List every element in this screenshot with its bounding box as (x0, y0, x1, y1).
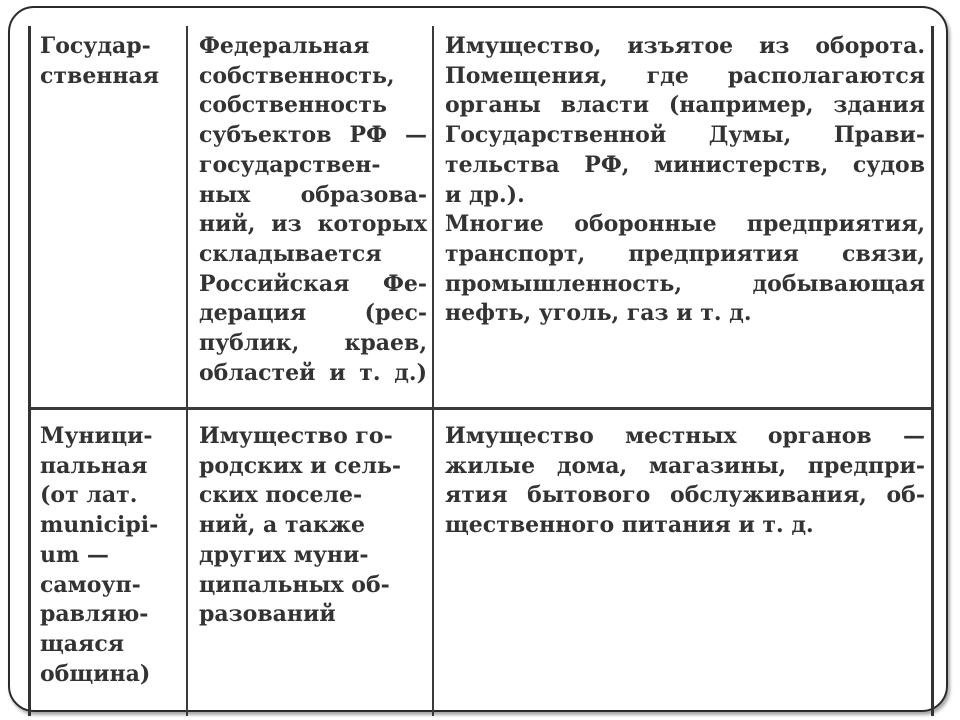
text-line: родских и сель- (199, 452, 402, 479)
text-line: щаяся (40, 630, 124, 657)
row1-objects (445, 32, 925, 329)
text-line: um — (40, 541, 109, 568)
text-line: равляю- (40, 601, 149, 628)
text-line: ских поселе- (199, 482, 363, 509)
row1-property-type (40, 32, 180, 91)
text-line: транспорт, предприятия связи, (445, 240, 925, 267)
text-line: дерация (рес- (199, 300, 427, 327)
text-line: ственная (40, 62, 160, 89)
text-line: публик, краев, (199, 330, 427, 357)
text-line: областей и т. д.) (199, 359, 427, 386)
column-divider-1 (186, 26, 188, 716)
text-line: собственность (199, 92, 387, 119)
text-line: (от лат. (40, 482, 138, 509)
text-line: тельства РФ, министерств, судов (445, 151, 925, 178)
text-line: община) (40, 660, 151, 687)
text-line: и др.). (445, 181, 525, 208)
text-line: щественного питания и т. д. (445, 512, 814, 539)
text-line: промышленность, добывающая (445, 270, 925, 297)
text-line: ний, из которых (199, 211, 427, 238)
text-line: ятия бытового обслуживания, об- (445, 482, 925, 509)
text-line: municipi- (40, 512, 159, 539)
text-line: самоуп- (40, 571, 141, 598)
text-line: других муни- (199, 541, 369, 568)
text-line: жилые дома, магазины, предпри- (445, 452, 925, 479)
column-divider-2 (432, 26, 434, 716)
text-line: Многие оборонные предприятия, (445, 211, 925, 238)
text-line: Имущество местных органов — (445, 423, 925, 449)
row2-property-type (40, 422, 180, 689)
text-line: ных образова- (199, 181, 427, 208)
row1-owners (199, 32, 427, 388)
text-line: разований (199, 601, 336, 628)
row2-owners (199, 422, 427, 630)
text-line: Муници- (40, 423, 153, 449)
text-line: Государственной Думы, Прави- (445, 122, 925, 149)
text-line: складывается (199, 240, 382, 267)
text-line: ципальных об- (199, 571, 390, 598)
text-line: Государ- (40, 33, 151, 59)
text-line: Российская Фе- (199, 270, 427, 297)
text-line: Имущество, изъятое из оборота. (445, 33, 925, 59)
property-table (28, 26, 934, 716)
text-line: нефть, уголь, газ и т. д. (445, 300, 752, 327)
row2-objects (445, 422, 925, 541)
text-line: пальная (40, 452, 148, 479)
text-line: государствен- (199, 151, 381, 178)
row-divider (31, 407, 931, 410)
text-line: Имущество го- (199, 423, 393, 449)
text-line: органы власти (например, здания (445, 92, 925, 119)
text-line: собственность, (199, 62, 395, 89)
text-line: субъектов РФ — (199, 122, 427, 149)
text-line: ний, а также (199, 512, 365, 539)
text-line: Федеральная (199, 33, 370, 59)
text-line: Помещения, где располагаются (445, 62, 925, 89)
